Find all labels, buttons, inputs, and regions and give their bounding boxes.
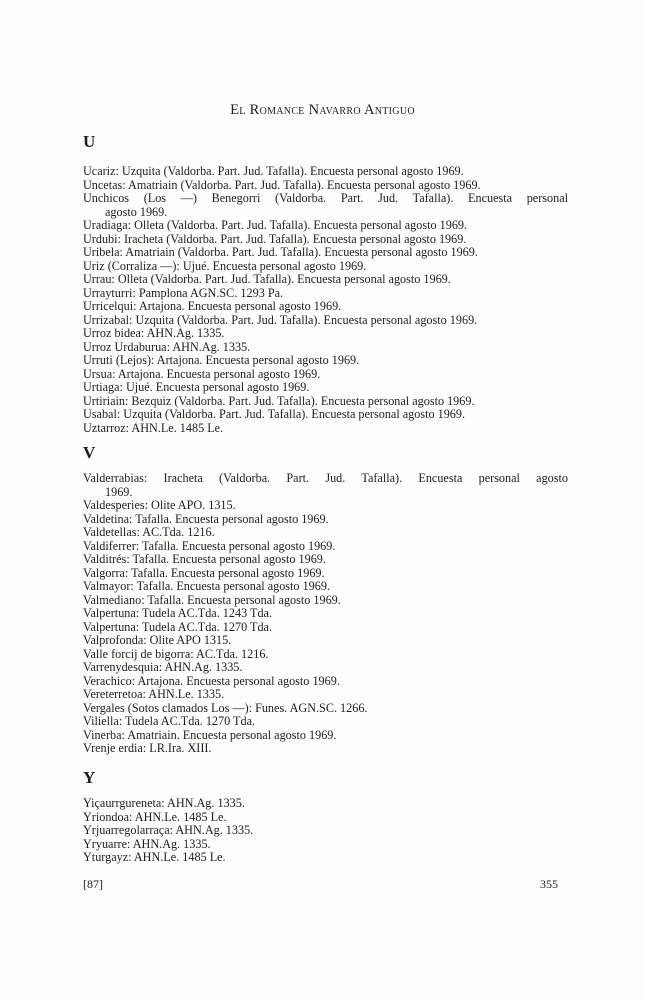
entry-text: Usabal: Uzquita (Valdorba. Part. Jud. Tafalla). Encuesta personal agosto 1969. bbox=[83, 407, 466, 421]
entry-continuation: 1969. bbox=[105, 484, 133, 499]
entry-item bbox=[83, 395, 568, 409]
entry-text: Valmayor: Tafalla. Encuesta personal agosto 1969. bbox=[83, 579, 330, 593]
entry-text: Urrau: Olleta (Valdorba. Part. Jud. Tafalla). Encuesta personal agosto 1969. bbox=[83, 272, 451, 286]
entry-text: Yriondoa: AHN.Le. 1485 Le. bbox=[83, 809, 227, 824]
entry-item bbox=[83, 811, 568, 825]
entry-item bbox=[83, 567, 568, 581]
entry-item bbox=[83, 851, 568, 865]
entry-list-y bbox=[83, 797, 568, 865]
entry-item bbox=[83, 219, 568, 233]
entry-list-v bbox=[83, 472, 568, 756]
entry-text: Valle forcij de bigorra: AC.Tda. 1216. bbox=[83, 646, 269, 661]
entry-text: Urroz bidea: AHN.Ag. 1335. bbox=[83, 326, 225, 340]
entry-item bbox=[83, 165, 568, 179]
entry-text: Verachico: Artajona. Encuesta personal agosto 1969. bbox=[83, 673, 340, 688]
section-letter-y: Y bbox=[83, 768, 96, 787]
entry-item bbox=[83, 715, 568, 729]
entry-text: Valprofonda: Olite APO 1315. bbox=[83, 633, 232, 647]
entry-text: Yryuarre: AHN.Ag. 1335. bbox=[83, 836, 211, 851]
entry-item bbox=[83, 499, 568, 513]
entry-text: Yiçaurrgureneta: AHN.Ag. 1335. bbox=[83, 796, 245, 810]
entry-text: Vinerba: Amatriain. Encuesta personal agosto 1969. bbox=[83, 727, 337, 742]
entry-text: Urrayturri: Pamplona AGN.SC. 1293 Pa. bbox=[83, 285, 284, 300]
entry-item bbox=[83, 688, 568, 702]
entry-item bbox=[83, 314, 568, 328]
entry-text: Urroz Urdaburua: AHN.Ag. 1335. bbox=[83, 339, 251, 354]
footer-page-ref: [87] bbox=[83, 877, 103, 891]
section-letter-u: U bbox=[83, 132, 96, 151]
entry-text: Varrenydesquia: AHN.Ag. 1335. bbox=[83, 660, 243, 674]
entry-item bbox=[83, 797, 568, 811]
entry-item bbox=[83, 621, 568, 635]
entry-text: Valditrés: Tafalla. Encuesta personal agosto 1969. bbox=[83, 552, 326, 566]
entry-text: Yrjuarregolarraça: AHN.Ag. 1335. bbox=[83, 823, 254, 837]
entry-item bbox=[83, 553, 568, 567]
running-header: El Romance Navarro Antiguo bbox=[230, 102, 415, 118]
entry-text: Yturgayz: AHN.Le. 1485 Le. bbox=[83, 850, 226, 864]
entry-item bbox=[83, 354, 568, 368]
entry-text: Ursua: Artajona. Encuesta personal agosto 1969. bbox=[83, 366, 321, 381]
entry-text: Valpertuna: Tudela AC.Tda. 1270 Tda. bbox=[83, 619, 272, 634]
entry-item bbox=[83, 729, 568, 743]
entry-item bbox=[83, 327, 568, 341]
entry-item bbox=[83, 179, 568, 193]
entry-text: Viliella: Tudela AC.Tda. 1270 Tda. bbox=[83, 714, 256, 728]
entry-item bbox=[83, 341, 568, 355]
entry-item bbox=[83, 594, 568, 608]
section-letter-v: V bbox=[83, 443, 96, 462]
entry-item bbox=[83, 287, 568, 301]
entry-text: Ucariz: Uzquita (Valdorba. Part. Jud. Tafalla). Encuesta personal agosto 1969. bbox=[83, 164, 464, 178]
entry-item bbox=[83, 273, 568, 287]
entry-text: Urtiriain: Bezquiz (Valdorba. Part. Jud. Tafalla). Encuesta personal agosto 1969. bbox=[83, 393, 475, 408]
entry-text: Urtiaga: Ujué. Encuesta personal agosto 1969. bbox=[83, 380, 310, 394]
entry-text: Uribela: Amatriain (Valdorba. Part. Jud. Tafalla). Encuesta personal agosto 1969. bbox=[83, 245, 478, 259]
entry-text: Valdetellas: AC.Tda. 1216. bbox=[83, 525, 215, 539]
entry-list-u bbox=[83, 165, 568, 435]
entry-item bbox=[83, 702, 568, 716]
entry-text: Urricelqui: Artajona. Encuesta personal agosto 1969. bbox=[83, 299, 342, 313]
entry-item bbox=[83, 192, 568, 219]
entry-text: Valdesperies: Olite APO. 1315. bbox=[83, 498, 236, 512]
entry-text: Urruti (Lejos): Artajona. Encuesta personal agosto 1969. bbox=[83, 353, 360, 367]
entry-text: Valderrabias: Iracheta (Valdorba. Part. Jud. Tafalla). Encuesta personal agosto bbox=[83, 471, 568, 485]
entry-item bbox=[83, 408, 568, 422]
entry-text: Vergales (Sotos clamados Los —): Funes. AGN.SC. 1266. bbox=[83, 700, 368, 715]
entry-item bbox=[83, 368, 568, 382]
entry-item bbox=[83, 540, 568, 554]
footer-page-number: 355 bbox=[540, 877, 558, 891]
entry-item bbox=[83, 233, 568, 247]
entry-item bbox=[83, 742, 568, 756]
entry-item bbox=[83, 260, 568, 274]
entry-text: Valpertuna: Tudela AC.Tda. 1243 Tda. bbox=[83, 606, 272, 620]
entry-text: Vereterretoa: AHN.Le. 1335. bbox=[83, 687, 225, 701]
entry-item bbox=[83, 300, 568, 314]
entry-item bbox=[83, 513, 568, 527]
entry-text: Urrizabal: Uzquita (Valdorba. Part. Jud. Tafalla). Encuesta personal agosto 1969. bbox=[83, 312, 478, 327]
entry-item bbox=[83, 381, 568, 395]
entry-item bbox=[83, 472, 568, 499]
entry-item bbox=[83, 838, 568, 852]
entry-text: Urdubi: Iracheta (Valdorba. Part. Jud. Tafalla). Encuesta personal agosto 1969. bbox=[83, 231, 467, 246]
entry-text: Vrenje erdia: LR.Ira. XIII. bbox=[83, 741, 212, 755]
entry-item bbox=[83, 661, 568, 675]
entry-item bbox=[83, 675, 568, 689]
entry-text: Valdiferrer: Tafalla. Encuesta personal agosto 1969. bbox=[83, 538, 336, 553]
entry-item bbox=[83, 648, 568, 662]
entry-text: Uztarroz: AHN.Le. 1485 Le. bbox=[83, 420, 224, 435]
entry-text: Unchicos (Los —) Benegorri (Valdorba. Part. Jud. Tafalla). Encuesta personal bbox=[83, 191, 568, 205]
entry-text: Uradiaga: Olleta (Valdorba. Part. Jud. Tafalla). Encuesta personal agosto 1969. bbox=[83, 218, 468, 232]
entry-item bbox=[83, 607, 568, 621]
entry-item bbox=[83, 824, 568, 838]
entry-item bbox=[83, 422, 568, 436]
entry-item bbox=[83, 526, 568, 540]
entry-text: Uncetas: Amatriain (Valdorba. Part. Jud. Tafalla). Encuesta personal agosto 1969. bbox=[83, 177, 481, 192]
entry-text: Valmediano: Tafalla. Encuesta personal agosto 1969. bbox=[83, 592, 341, 607]
entry-text: Valgorra: Tafalla. Encuesta personal agosto 1969. bbox=[83, 565, 325, 580]
entry-item bbox=[83, 634, 568, 648]
entry-text: Valdetina: Tafalla. Encuesta personal agosto 1969. bbox=[83, 511, 329, 526]
entry-item bbox=[83, 246, 568, 260]
entry-continuation: agosto 1969. bbox=[105, 204, 168, 219]
entry-item bbox=[83, 580, 568, 594]
entry-text: Uriz (Corraliza —): Ujué. Encuesta personal agosto 1969. bbox=[83, 258, 367, 273]
